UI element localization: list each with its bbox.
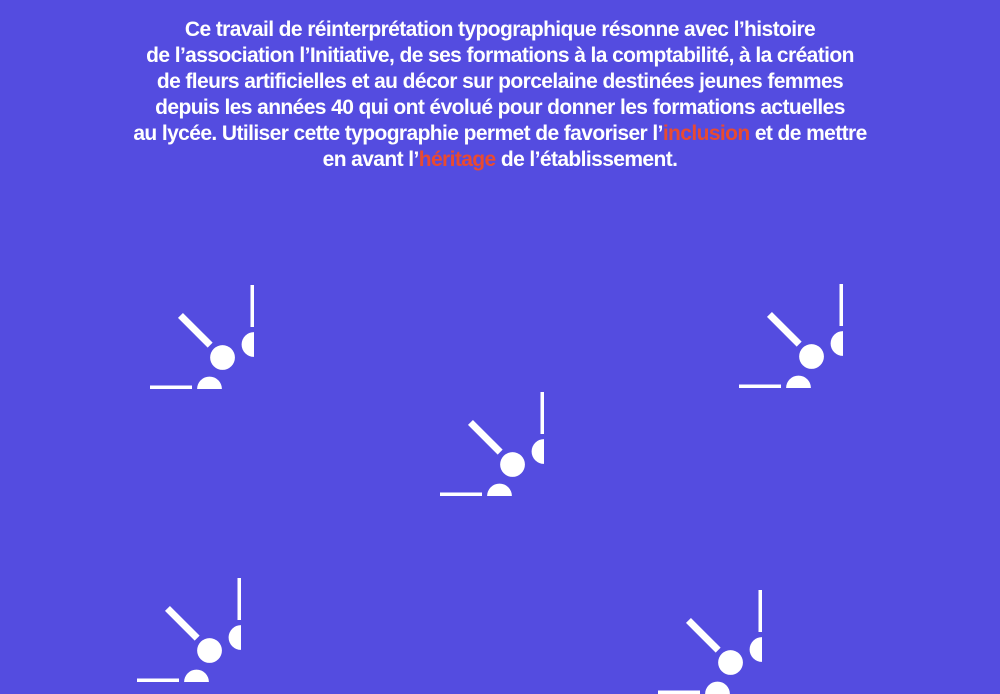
line-4-text: depuis les années 40 qui ont évolué pour donner les formations actuelles [155, 96, 845, 119]
paragraph-line-3 [0, 69, 1000, 95]
paragraph-line-6 [0, 147, 1000, 173]
line-6-text-after: de l’établissement. [495, 148, 678, 171]
paragraph-line-4 [0, 95, 1000, 121]
line-3-text: de fleurs artificielles et au décor sur porcelaine destinées jeunes femmes [156, 70, 844, 93]
line-5-text-after: et de mettre [749, 122, 867, 145]
line-1-text: Ce travail de réinterprétation typographique résonne avec l’histoire [184, 18, 816, 41]
sunburst-icon [633, 178, 843, 388]
sunburst-icon [334, 286, 544, 496]
paragraph-line-5 [0, 121, 1000, 147]
sunburst-icon [552, 484, 762, 694]
paragraph-line-1 [0, 17, 1000, 43]
intro-paragraph [0, 17, 1000, 173]
sunburst-icon [44, 179, 254, 389]
accent-word-inclusion: inclusion [662, 122, 750, 145]
line-2-text: de l’association l’Initiative, de ses formations à la comptabilité, à la création [146, 44, 854, 67]
line-6-text: en avant l’ [322, 148, 419, 171]
sunburst-icon [31, 472, 241, 682]
paragraph-line-2 [0, 43, 1000, 69]
accent-word-heritage: héritage [418, 148, 496, 171]
line-5-text: au lycée. Utiliser cette typographie permet de favoriser l’ [133, 122, 663, 145]
